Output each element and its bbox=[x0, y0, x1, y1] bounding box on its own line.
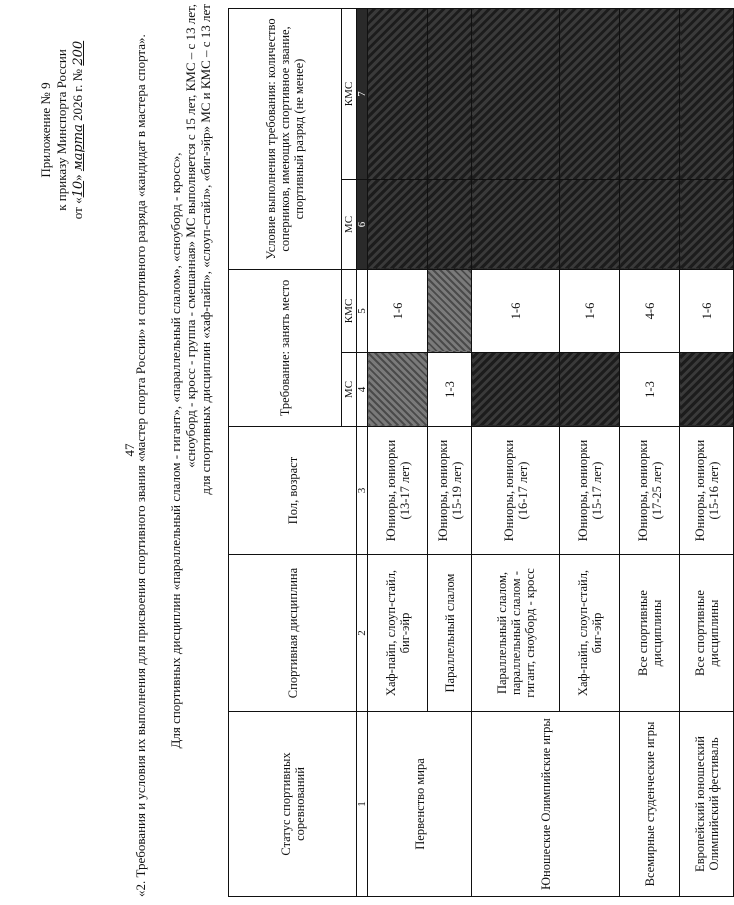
col-number: 5 bbox=[357, 270, 368, 353]
cell-kms-cond bbox=[620, 8, 680, 179]
header-place-requirement: Требование: занять место bbox=[229, 270, 342, 427]
cell-discipline: Параллельный слалом, параллельный слалом - гигант, сноуборд - кросс bbox=[472, 555, 560, 712]
cell-kms: 1-6 bbox=[560, 270, 620, 353]
note-line-3: для спортивных дисциплин «хаф-пайп», «слоуп-стайл», «биг-эйр» МС и КМС – с 13 лет bbox=[198, 4, 213, 495]
header-opponents-condition: Условие выполнения требования: количество соперников, имеющих спортивное звание, спортивный разряд (не менее) bbox=[229, 8, 342, 269]
appendix-day: 10 bbox=[71, 180, 86, 198]
cell-age: Юниоры, юниорки (13-17 лет) bbox=[368, 427, 428, 555]
cell-kms: 1-6 bbox=[368, 270, 428, 353]
cell-status: Европейский юношеский Олимпийский фестиваль bbox=[680, 712, 734, 897]
col-number: 3 bbox=[357, 427, 368, 555]
cell-ms-cond bbox=[428, 180, 472, 270]
table-header-row bbox=[229, 8, 342, 896]
header-discipline: Спортивная дисциплина bbox=[229, 555, 357, 712]
cell-status: Всемирные студенческие игры bbox=[620, 712, 680, 897]
col-number: 4 bbox=[357, 353, 368, 427]
appendix-order: к приказу Минспорта России bbox=[54, 49, 69, 211]
cell-discipline: Хаф-пайп, слоуп-стайл, биг-эйр bbox=[560, 555, 620, 712]
appendix-date: от «10» марта 2026 г. № 200 bbox=[70, 40, 86, 220]
cell-ms bbox=[680, 353, 734, 427]
cell-kms: 1-6 bbox=[680, 270, 734, 353]
page-number: 47 bbox=[122, 443, 137, 457]
cell-ms: 1-3 bbox=[428, 353, 472, 427]
cell-kms bbox=[428, 270, 472, 353]
cell-ms-cond bbox=[472, 180, 560, 270]
note-line-1: Для спортивных дисциплин «параллельный слалом - гигант», «параллельный слалом», «сноуборд - кросс», bbox=[168, 152, 183, 749]
col-number: 2 bbox=[357, 555, 368, 712]
cell-kms: 1-6 bbox=[472, 270, 560, 353]
cell-discipline: Все спортивные дисциплины bbox=[680, 555, 734, 712]
cell-status: Юношеские Олимпийские игры bbox=[472, 712, 620, 897]
cell-kms-cond bbox=[472, 8, 560, 179]
cell-ms bbox=[560, 353, 620, 427]
cell-kms-cond bbox=[560, 8, 620, 179]
cell-age: Юниоры, юниорки (15-19 лет) bbox=[428, 427, 472, 555]
table-row bbox=[620, 8, 680, 896]
discipline-note bbox=[168, 4, 213, 897]
header-kms: КМС bbox=[342, 270, 357, 353]
requirements-table bbox=[228, 8, 734, 897]
note-line-2: «сноуборд - кросс - группа - смешанная» МС выполняется с 15 лет, КМС – с 13 лет, bbox=[183, 4, 198, 468]
header-kms-cond: КМС bbox=[342, 8, 357, 179]
header-status: Статус спортивных соревнований bbox=[229, 712, 357, 897]
cell-discipline: Параллельный слалом bbox=[428, 555, 472, 712]
appendix-title: Приложение № 9 bbox=[38, 82, 53, 178]
header-ms-cond: МС bbox=[342, 180, 357, 270]
cell-ms: 1-3 bbox=[620, 353, 680, 427]
cell-ms-cond bbox=[680, 180, 734, 270]
header-ms: МС bbox=[342, 353, 357, 427]
table-row bbox=[472, 8, 560, 896]
cell-ms-cond bbox=[560, 180, 620, 270]
cell-age: Юниоры, юниорки (16-17 лет) bbox=[472, 427, 560, 555]
appendix-number: 200 bbox=[71, 40, 86, 66]
cell-ms-cond bbox=[368, 180, 428, 270]
col-number: 6 bbox=[357, 180, 368, 270]
cell-age: Юниоры, юниорки (15-16 лет) bbox=[680, 427, 734, 555]
cell-ms bbox=[368, 353, 428, 427]
appendix-month: марта bbox=[71, 124, 86, 172]
cell-discipline: Все спортивные дисциплины bbox=[620, 555, 680, 712]
cell-ms bbox=[472, 353, 560, 427]
cell-discipline: Хаф-пайп, слоуп-стайл, биг-эйр bbox=[368, 555, 428, 712]
column-number-row bbox=[357, 8, 368, 896]
cell-ms-cond bbox=[620, 180, 680, 270]
cell-age: Юниоры, юниорки (17-25 лет) bbox=[620, 427, 680, 555]
cell-age: Юниоры, юниорки (15-17 лет) bbox=[560, 427, 620, 555]
cell-kms: 4-6 bbox=[620, 270, 680, 353]
header-age: Пол, возраст bbox=[229, 427, 357, 555]
cell-kms-cond bbox=[428, 8, 472, 179]
cell-kms-cond bbox=[368, 8, 428, 179]
col-number: 7 bbox=[357, 8, 368, 179]
cell-status: Первенство мира bbox=[368, 712, 472, 897]
table-row bbox=[680, 8, 734, 896]
appendix-header bbox=[38, 0, 87, 265]
table-row bbox=[368, 8, 428, 896]
intro-paragraph: «2. Требования и условия их выполнения для присвоения спортивного звания «мастер спорта России» и спортивного разряда «кандидат в мастера спорта». bbox=[133, 34, 148, 897]
col-number: 1 bbox=[357, 712, 368, 897]
cell-kms-cond bbox=[680, 8, 734, 179]
